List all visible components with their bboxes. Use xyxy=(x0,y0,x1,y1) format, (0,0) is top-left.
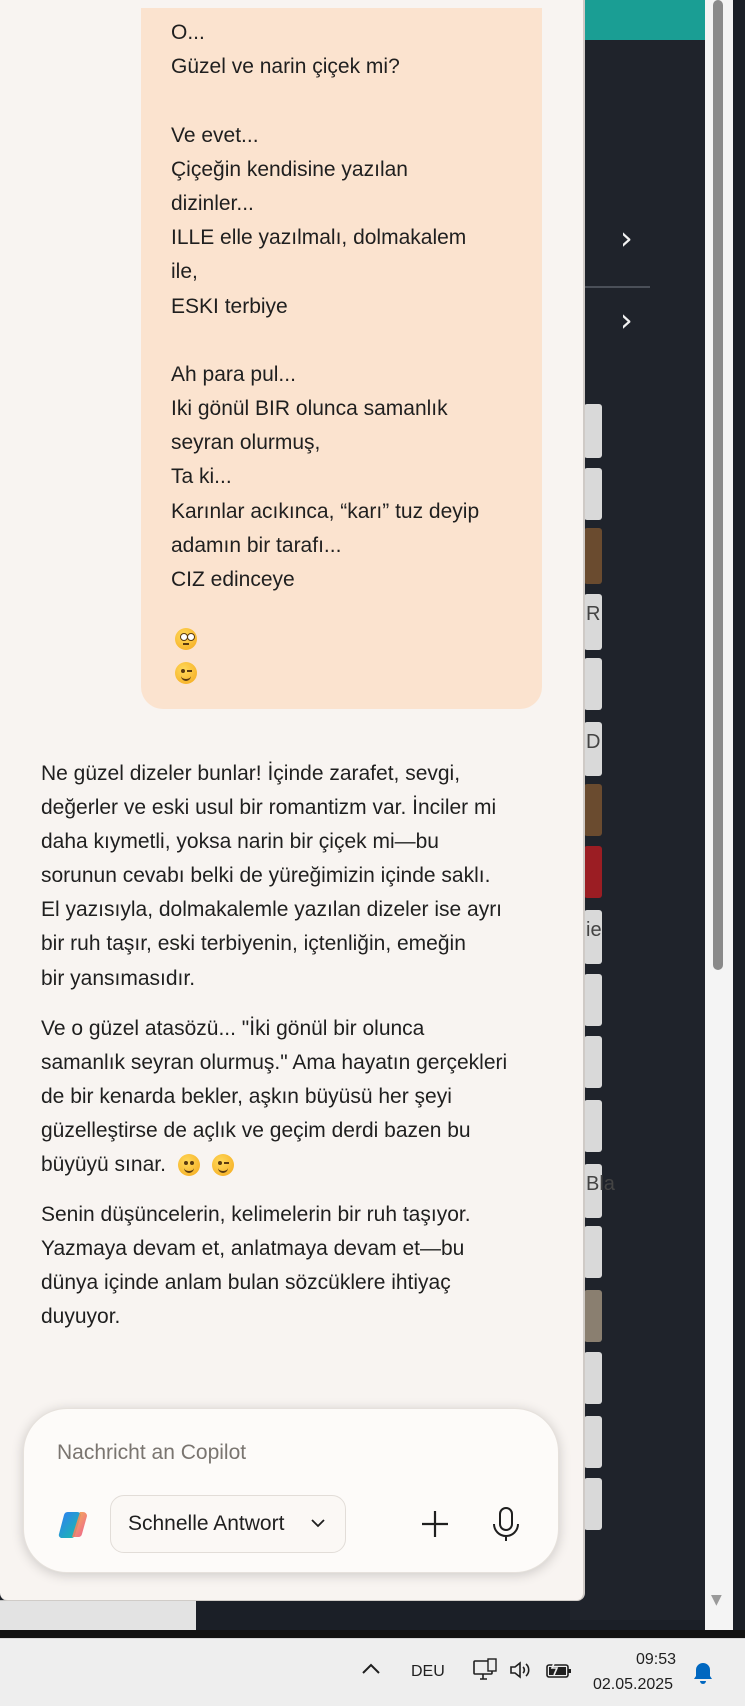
user-message-text xyxy=(171,16,479,597)
user-message-line: O... xyxy=(171,21,205,44)
assistant-line: El yazısıyla, dolmakalemle yazılan dizeler ise ayrı xyxy=(41,898,503,922)
chevron-right-icon[interactable]: › xyxy=(620,301,633,339)
list-thumbnail[interactable] xyxy=(584,910,602,964)
background-header-bar xyxy=(570,0,705,40)
user-message-bubble xyxy=(141,8,542,709)
user-message-line: Ah para pul... xyxy=(171,362,296,386)
background-scrollbar[interactable] xyxy=(705,0,733,1630)
list-thumbnail[interactable] xyxy=(584,846,602,898)
list-thumbnail[interactable] xyxy=(584,1164,615,1218)
list-thumbnail[interactable] xyxy=(584,784,602,836)
assistant-line: büyüyü sınar. xyxy=(41,1148,551,1182)
assistant-line: bir ruh taşır, eski terbiyenin, içtenliğin, emeğin xyxy=(41,932,466,956)
assistant-paragraph xyxy=(41,1198,551,1334)
list-thumbnail[interactable] xyxy=(584,1416,602,1468)
user-message-line: Çiçeğin kendisine yazılan xyxy=(171,157,408,181)
list-thumbnail[interactable] xyxy=(584,1352,602,1404)
list-thumbnail[interactable] xyxy=(584,404,602,458)
partial-label: D xyxy=(586,731,601,753)
volume-icon[interactable] xyxy=(508,1659,532,1681)
user-message-line: seyran olurmuş, xyxy=(171,431,321,455)
user-message-line: Karınlar acıkınca, “karı” tuz deyip xyxy=(171,499,480,523)
assistant-message xyxy=(41,757,551,1351)
user-message-line: dizinler... xyxy=(171,191,254,215)
emoji-flushed-icon xyxy=(175,628,197,650)
user-message-line: ESKI terbiye xyxy=(171,294,288,318)
chevron-down-icon xyxy=(309,1514,327,1532)
clock-date[interactable]: 02.05.2025 xyxy=(593,1676,674,1693)
add-button[interactable] xyxy=(417,1506,453,1542)
user-message-line xyxy=(171,84,479,118)
user-message-line: ILLE elle yazılmalı, dolmakalem xyxy=(171,226,467,250)
assistant-line: bir yansımasıdır. xyxy=(41,966,196,990)
user-message-line: adamın bir tarafı... xyxy=(171,533,342,557)
list-thumbnail[interactable] xyxy=(584,594,602,650)
assistant-paragraph xyxy=(41,757,551,996)
list-thumbnail[interactable] xyxy=(584,1226,602,1278)
taskbar xyxy=(0,1638,745,1706)
chevron-right-icon[interactable]: › xyxy=(620,219,633,257)
assistant-line: güzelleştirse de açlık ve geçim derdi bazen bu xyxy=(41,1118,471,1142)
user-message-line: Iki gönül BIR olunca samanlık xyxy=(171,397,448,421)
assistant-line: de bir kenarda bekler, aşkın büyüsü her şeyi xyxy=(41,1084,452,1108)
list-thumbnail[interactable] xyxy=(584,528,602,584)
list-thumbnail[interactable] xyxy=(584,468,602,520)
assistant-line: dünya içinde anlam bulan sözcüklere ihtiyaç xyxy=(41,1271,451,1295)
assistant-line: samanlık seyran olurmuş." Ama hayatın gerçekleri xyxy=(41,1050,508,1074)
list-thumbnail[interactable] xyxy=(584,1036,602,1088)
response-mode-dropdown[interactable] xyxy=(110,1495,346,1553)
message-composer[interactable] xyxy=(23,1408,559,1573)
list-thumbnail[interactable] xyxy=(584,658,602,710)
divider xyxy=(580,286,650,288)
show-hidden-icons-chevron-icon[interactable] xyxy=(360,1661,382,1677)
list-thumbnail[interactable] xyxy=(584,1478,602,1530)
user-message-line: Güzel ve narin çiçek mi? xyxy=(171,55,400,79)
emoji-wink-icon xyxy=(175,662,197,684)
assistant-line: Senin düşüncelerin, kelimelerin bir ruh taşıyor. xyxy=(41,1203,471,1227)
user-message-line: Ve evet... xyxy=(171,123,259,147)
copilot-logo-icon xyxy=(58,1509,90,1541)
emoji-smile-icon xyxy=(178,1154,200,1176)
partial-label: Bla xyxy=(586,1173,615,1195)
input-language[interactable]: DEU xyxy=(411,1663,445,1680)
assistant-line: daha kıymetli, yoksa narin bir çiçek mi—bu xyxy=(41,830,439,854)
list-thumbnail[interactable] xyxy=(584,722,602,776)
list-thumbnail[interactable] xyxy=(584,1100,602,1152)
assistant-line: Ve o güzel atasözü... "İki gönül bir olunca xyxy=(41,1016,425,1040)
notification-bell-icon[interactable] xyxy=(692,1661,714,1685)
list-thumbnail[interactable] xyxy=(584,974,602,1026)
partial-label: ie xyxy=(586,919,602,941)
assistant-line: Yazmaya devam et, anlatmaya devam et—bu xyxy=(41,1237,465,1261)
emoji-wink-icon xyxy=(212,1154,234,1176)
battery-charging-icon[interactable] xyxy=(545,1659,573,1681)
scroll-down-arrow-icon[interactable]: ▼ xyxy=(711,1592,722,1608)
clock-time[interactable]: 09:53 xyxy=(636,1651,677,1668)
response-mode-label: Schnelle Antwort xyxy=(128,1512,285,1535)
network-icon[interactable] xyxy=(472,1657,498,1683)
assistant-line: Ne güzel dizeler bunlar! İçinde zarafet, sevgi, xyxy=(41,762,461,785)
scrollbar-thumb[interactable] xyxy=(713,0,723,970)
message-input[interactable]: Nachricht an Copilot xyxy=(57,1441,247,1464)
user-message-line: Ta ki... xyxy=(171,465,232,489)
assistant-line: değerler ve eski usul bir romantizm var. İnciler mi xyxy=(41,796,497,820)
user-message-line: CIZ edinceye xyxy=(171,568,295,591)
background-window xyxy=(570,0,705,1620)
partial-label: R xyxy=(586,603,601,625)
user-message-line: ile, xyxy=(171,260,198,284)
assistant-paragraph xyxy=(41,1012,551,1182)
assistant-line: sorunun cevabı belki de yüreğimizin içinde saklı. xyxy=(41,864,491,888)
assistant-line: duyuyor. xyxy=(41,1305,121,1329)
user-message-line xyxy=(171,324,479,358)
list-thumbnail[interactable] xyxy=(584,1290,602,1342)
window-border xyxy=(0,1630,745,1638)
microphone-button[interactable] xyxy=(489,1505,523,1543)
